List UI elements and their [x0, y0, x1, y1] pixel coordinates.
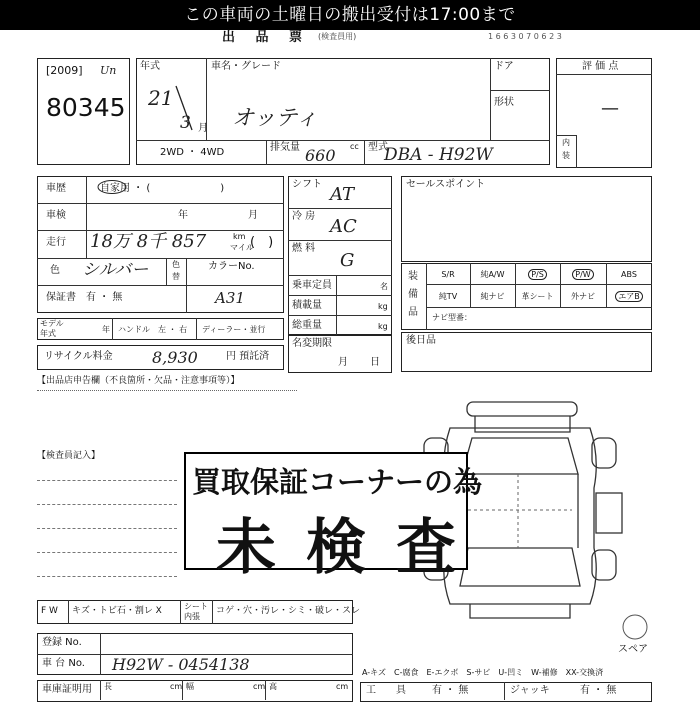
cc-unit: cc [350, 142, 359, 151]
equip-airbag-cell [606, 287, 652, 306]
km-unit: km [233, 232, 246, 241]
model-year-label-1: モデル [40, 319, 64, 328]
certificate-label: 車庫証明用 [42, 684, 92, 695]
cert-height-label: 高 [269, 682, 277, 691]
stamp-line-1: 買取保証コーナーの為 [192, 465, 483, 499]
equip-sr: S/R [441, 270, 455, 279]
interior-label-1: 内 [562, 138, 570, 147]
interior-label-2: 装 [562, 151, 570, 160]
spare-label: スペア [618, 644, 648, 655]
equip-ps: P/S [528, 269, 547, 280]
jack-value: 有 ・ 無 [580, 685, 617, 696]
model-year-label-2: 年式 [40, 329, 56, 338]
equip-abs: ABS [621, 270, 637, 279]
seller-note-label: 【出品店申告欄（不良箇所・欠品・注意事項等）】 [37, 376, 240, 386]
color-no-label: カラーNo. [208, 261, 255, 272]
history-value: 自家用 ・ ( ) [100, 183, 225, 194]
model-label: 型式 [368, 142, 388, 153]
tools-value: 有 ・ 無 [432, 685, 469, 696]
cert-length-label: 長 [104, 682, 112, 691]
model-value: DBA - H92W [384, 145, 493, 165]
spare-tire-icon [620, 612, 650, 642]
recycle-value: 8,930 [152, 348, 198, 367]
color-value: シルバー [82, 260, 149, 280]
door-label: ドア [494, 61, 514, 72]
equip-tv: 純TV [438, 292, 458, 301]
shift-value: AT [330, 184, 355, 205]
equip-airbag: エアB [615, 291, 643, 302]
weight-label: 総重量 [292, 320, 322, 331]
fw-text: キズ・トビ石・割レ X [72, 606, 162, 616]
sales-point-label: セールスポイント [406, 179, 486, 190]
lot-year: 2009 [50, 64, 79, 77]
after-items-label: 後日品 [406, 335, 436, 346]
inspector-label: 【検査員記入】 [37, 451, 101, 461]
ac-value: AC [330, 216, 357, 237]
capacity-label: 乗車定員 [292, 280, 332, 291]
header-title: 出 品 票 [222, 30, 311, 45]
inspection-year-unit: 年 [178, 210, 188, 221]
jack-label: ジャッキ [510, 685, 550, 696]
displacement-value: 660 [305, 146, 336, 165]
mile-unit: マイル [230, 243, 254, 252]
year-value: 21 [148, 86, 174, 110]
name-change-month: 月 [338, 357, 348, 368]
seat-label-2: 内張 [184, 612, 200, 621]
registration-label: 登録 No. [42, 637, 82, 648]
equip-pw-cell [560, 265, 606, 284]
equip-navi: 純ナビ [480, 292, 505, 301]
cert-height-unit: cm [336, 682, 349, 691]
stamp-box [184, 452, 486, 583]
equip-pw: P/W [572, 269, 593, 280]
drive-type: 2WD ・ 4WD [160, 147, 225, 158]
mileage-value: 18万 8千 857 [90, 231, 207, 252]
month-value: 3 [180, 113, 191, 133]
weight-unit: kg [378, 322, 388, 331]
color-change-label-1: 色 [172, 260, 180, 269]
after-items-box [401, 332, 652, 372]
name-grade-label: 車名・グレード [211, 61, 281, 72]
dealer-label: ディーラー・並行 [202, 325, 266, 334]
fuel-value: G [340, 250, 355, 271]
month-unit: 月 [198, 123, 208, 134]
lot-number: 80345 [46, 93, 126, 122]
recycle-label: リサイクル料金 [44, 351, 113, 362]
equipment-label-3: 品 [408, 307, 418, 318]
equip-ps-cell [515, 265, 560, 284]
equip-alloy: 純A/W [480, 270, 505, 279]
navi-type-label: ナビ型番： [432, 313, 472, 322]
lot-box: [2009] Un 80345 [37, 58, 130, 165]
equip-leather: 革シート [521, 292, 554, 301]
history-circle [96, 179, 128, 195]
model-year-unit: 年 [102, 325, 110, 334]
chassis-label: 車 台 No. [42, 658, 85, 669]
color-label: 色 [50, 265, 60, 276]
inspection-month-unit: 月 [248, 210, 258, 221]
chassis-value: H92W - 0454138 [112, 655, 250, 674]
fuel-label: 燃 料 [292, 243, 316, 254]
year-type-label: 年式 [140, 61, 160, 72]
seat-label-1: シート [184, 602, 208, 611]
damage-legend: A-キズ C-腐食 E-エクボ S-サビ U-凹ミ W-補修 XX-交換済 [362, 668, 604, 677]
fw-label: F W [41, 606, 58, 616]
vehicle-name-value: オッティ [232, 106, 318, 131]
inspection-label: 車検 [46, 210, 66, 221]
rating-label: 評 価 点 [582, 61, 619, 72]
history-label: 車歴 [46, 183, 66, 194]
serial-number: 1 6 6 3 0 7 0 6 2 3 [488, 32, 562, 41]
rating-value: — [601, 98, 619, 119]
load-unit: kg [378, 302, 388, 311]
lot-class: Un [100, 64, 117, 77]
color-no-value: A31 [215, 289, 245, 307]
equipment-label-2: 備 [408, 289, 418, 300]
load-label: 積載量 [292, 300, 322, 311]
displacement-label: 排気量 [270, 142, 300, 153]
name-change-day: 日 [370, 357, 380, 368]
tools-label: 工 具 [366, 685, 406, 696]
name-change-label: 名変期限 [292, 338, 332, 349]
warranty-label: 保証書 有 ・ 無 [46, 292, 123, 303]
mileage-label: 走行 [46, 237, 66, 248]
cert-width-label: 幅 [186, 682, 194, 691]
shape-label: 形状 [494, 97, 514, 108]
cert-width-unit: cm [253, 682, 266, 691]
recycle-unit: 円 預託済 [226, 351, 270, 362]
banner-notice: この車両の土曜日の搬出受付は17:00まで [0, 0, 700, 30]
shift-label: シフト [292, 179, 322, 190]
header-subtitle: (検査員用) [318, 32, 357, 41]
seat-text: コゲ・穴・汚レ・シミ・破レ・スレ [216, 606, 361, 616]
stamp-line-2: 未検査 [216, 513, 486, 583]
ac-label: 冷 房 [292, 211, 316, 222]
equipment-label-1: 装 [408, 271, 418, 282]
handle-label: ハンドル 左 ・ 右 [118, 325, 188, 334]
color-change-label-2: 替 [172, 272, 180, 281]
capacity-unit: 名 [380, 282, 388, 291]
equip-ext-navi: 外ナビ [571, 292, 595, 301]
cert-length-unit: cm [170, 682, 183, 691]
mileage-paren: ( ) [250, 235, 274, 250]
